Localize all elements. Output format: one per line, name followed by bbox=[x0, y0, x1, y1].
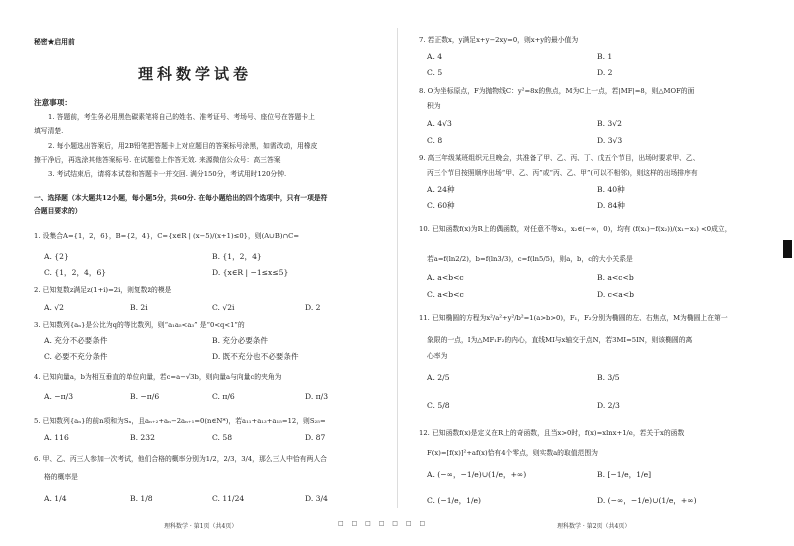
q1-option-c: C. {1，2，4，6} bbox=[44, 268, 107, 277]
q11-stem-3: 心率为 bbox=[427, 352, 448, 360]
q6-stem-2: 格的概率是 bbox=[44, 473, 78, 481]
q4-option-b: B. −π/6 bbox=[130, 392, 160, 401]
q1-option-a: A. {2} bbox=[44, 252, 69, 261]
q11-option-c: C. 5/8 bbox=[427, 401, 450, 410]
q10-option-c: C. a<b<c bbox=[427, 290, 464, 299]
q12-option-a: A. (−∞，−1/e)∪(1/e，+∞) bbox=[427, 470, 527, 479]
q10-stem-2: 若a=f(ln2/2)，b=f(ln3/3)，c=f(ln5/5)，则a，b，c的大小关系是 bbox=[427, 255, 633, 263]
notice-line-1b: 填写清楚. bbox=[34, 127, 64, 135]
q5-stem: 5. 已知数列{aₙ}的前n项和为Sₙ，且aₙ₊₂+aₙ−2aₙ₊₁=0(n∈N*)，若a₁₁+a₁₃+a₁₅=12，则S₂₅= bbox=[34, 417, 326, 425]
q4-option-c: C. π/6 bbox=[212, 392, 235, 401]
q9-option-d: D. 84种 bbox=[597, 201, 625, 210]
q1-option-d: D. {x∈R | −1≤x≤5} bbox=[212, 268, 289, 277]
q10-option-d: D. c<a<b bbox=[597, 290, 635, 299]
q9-stem-2: 丙三个节目按照顺序出场“甲、乙、丙”或“丙、乙、甲”(可以不相邻)，则这样的出场排序有 bbox=[427, 169, 698, 177]
q11-stem-2: 象限的一点，I为△MF₁F₂的内心，直线MI与x轴交于点N，若3MI=5IN，则该椭圆的离 bbox=[427, 336, 693, 344]
q10-option-b: B. a<c<b bbox=[597, 273, 634, 282]
q8-option-a: A. 4√3 bbox=[427, 119, 452, 128]
q9-stem: 9. 高三年级某班组织元旦晚会，共准备了甲、乙、丙、丁、戊五个节目，出场时要求甲、乙、 bbox=[419, 154, 700, 162]
q12-option-b: B. [−1/e，1/e] bbox=[597, 470, 652, 479]
q9-option-b: B. 40种 bbox=[597, 185, 625, 194]
q2-option-a: A. √2 bbox=[44, 303, 64, 312]
q4-stem: 4. 已知向量a，b为相互垂直的单位向量，若c=a−√3b，则向量a与向量c的夹角为 bbox=[34, 373, 282, 381]
q3-option-b: B. 充分必要条件 bbox=[212, 336, 268, 345]
notice-line-1: 1. 答题前，考生务必用黑色碳素笔将自己的姓名、准考证号、考场号、座位号在答题卡上 bbox=[48, 113, 315, 121]
q12-option-d: D. (−∞，−1/e)∪(1/e，+∞) bbox=[597, 496, 697, 505]
q11-stem: 11. 已知椭圆的方程为x²/a²+y²/b²=1(a>b>0)，F₁，F₂分别为椭圆的左、右焦点，M为椭圆上在第一 bbox=[419, 314, 728, 322]
q8-stem: 8. O为坐标原点，F为抛物线C：y²=8x的焦点，M为C上一点，若|MF|=8，则△MOF的面 bbox=[419, 87, 695, 95]
q11-option-d: D. 2/3 bbox=[597, 401, 620, 410]
q12-option-c: C. (−1/e，1/e) bbox=[427, 496, 482, 505]
q8-option-c: C. 8 bbox=[427, 136, 443, 145]
notice-line-2b: 擦干净后，再选涂其他答案标号. 在试题卷上作答无效. 来源微信公众号：高三答案 bbox=[34, 156, 281, 164]
q2-option-d: D. 2 bbox=[305, 303, 321, 312]
section1-heading: 一、选择题（本大题共12小题，每小题5分，共60分. 在每小题给出的四个选项中，只有一项是符 bbox=[34, 194, 328, 202]
notice-heading: 注意事项： bbox=[34, 98, 72, 107]
q7-option-c: C. 5 bbox=[427, 68, 443, 77]
q7-option-b: B. 1 bbox=[597, 52, 613, 61]
q6-option-a: A. 1/4 bbox=[44, 494, 67, 503]
q12-stem: 12. 已知函数f(x)是定义在R上的奇函数，且当x>0时，f(x)=xlnx+1/e，若关于x的函数 bbox=[419, 429, 685, 437]
q5-option-a: A. 116 bbox=[44, 433, 69, 442]
q9-option-c: C. 60种 bbox=[427, 201, 455, 210]
q2-option-c: C. √2i bbox=[212, 303, 235, 312]
footer-left: 理科数学 · 第1页（共4页） bbox=[164, 523, 238, 530]
q2-stem: 2. 已知复数z满足z(1+i)=2i，则复数z̄的模是 bbox=[34, 286, 172, 294]
exam-title: 理科数学试卷 bbox=[138, 65, 253, 83]
footer-right: 理科数学 · 第2页（共4页） bbox=[557, 523, 631, 530]
q1-stem: 1. 设集合A={1，2，6}，B={2，4}，C={x∈R | (x−5)/(x+1)≤0}，则(A∪B)∩C= bbox=[34, 232, 300, 240]
q8-option-d: D. 3√3 bbox=[597, 136, 623, 145]
q5-option-b: B. 232 bbox=[130, 433, 155, 442]
confidential-label: 秘密★启用前 bbox=[34, 38, 75, 46]
q6-option-b: B. 1/8 bbox=[130, 494, 153, 503]
q6-option-d: D. 3/4 bbox=[305, 494, 328, 503]
q7-stem: 7. 若正数x，y满足x+y−2xy=0，则x+y的最小值为 bbox=[419, 36, 579, 44]
q1-option-b: B. {1，2，4} bbox=[212, 252, 262, 261]
q2-option-b: B. 2i bbox=[130, 303, 148, 312]
q4-option-a: A. −π/3 bbox=[44, 392, 74, 401]
q3-stem: 3. 已知数列{aₙ}是公比为q的等比数列，则“a₁a₅<a₃” 是“0<q<1”的 bbox=[34, 321, 245, 329]
q5-option-c: C. 58 bbox=[212, 433, 233, 442]
notice-line-3: 3. 考试结束后，请将本试卷和答题卡一并交回. 满分150分，考试用时120分钟. bbox=[48, 170, 287, 178]
q9-option-a: A. 24种 bbox=[427, 185, 455, 194]
q10-option-a: A. a<b<c bbox=[427, 273, 464, 282]
section1-heading-2: 合题目要求的） bbox=[34, 207, 82, 215]
q6-option-c: C. 11/24 bbox=[212, 494, 245, 503]
right-page bbox=[397, 0, 794, 546]
q5-option-d: D. 87 bbox=[305, 433, 326, 442]
notice-line-2: 2. 每小题选出答案后，用2B铅笔把答题卡上对应题目的答案标号涂黑，如需改动，用橡皮 bbox=[48, 142, 318, 150]
q12-stem-2: F(x)=[f(x)]²+af(x)恰有4个零点，则实数a的取值范围为 bbox=[427, 449, 598, 457]
q11-option-b: B. 3/5 bbox=[597, 373, 620, 382]
q11-option-a: A. 2/5 bbox=[427, 373, 450, 382]
q4-option-d: D. π/3 bbox=[305, 392, 329, 401]
q3-option-c: C. 必要不充分条件 bbox=[44, 352, 108, 361]
q7-option-d: D. 2 bbox=[597, 68, 613, 77]
q3-option-d: D. 既不充分也不必要条件 bbox=[212, 352, 299, 361]
q7-option-a: A. 4 bbox=[427, 52, 443, 61]
q10-stem: 10. 已知函数f(x)为R上的偶函数，对任意不等x₁，x₂∈(−∞，0)，均有 (f(x₁)−f(x₂))/(x₁−x₂) <0成立， bbox=[419, 225, 732, 233]
q6-stem: 6. 甲、乙、丙三人参加一次考试，他们合格的概率分别为1/2，2/3，3/4，那么三人中恰有两人合 bbox=[34, 455, 327, 463]
q8-option-b: B. 3√2 bbox=[597, 119, 622, 128]
q8-stem-2: 积为 bbox=[427, 102, 441, 110]
footer-marks: □ □ □ □ □ □ □ bbox=[338, 520, 429, 527]
q3-option-a: A. 充分不必要条件 bbox=[44, 336, 108, 345]
